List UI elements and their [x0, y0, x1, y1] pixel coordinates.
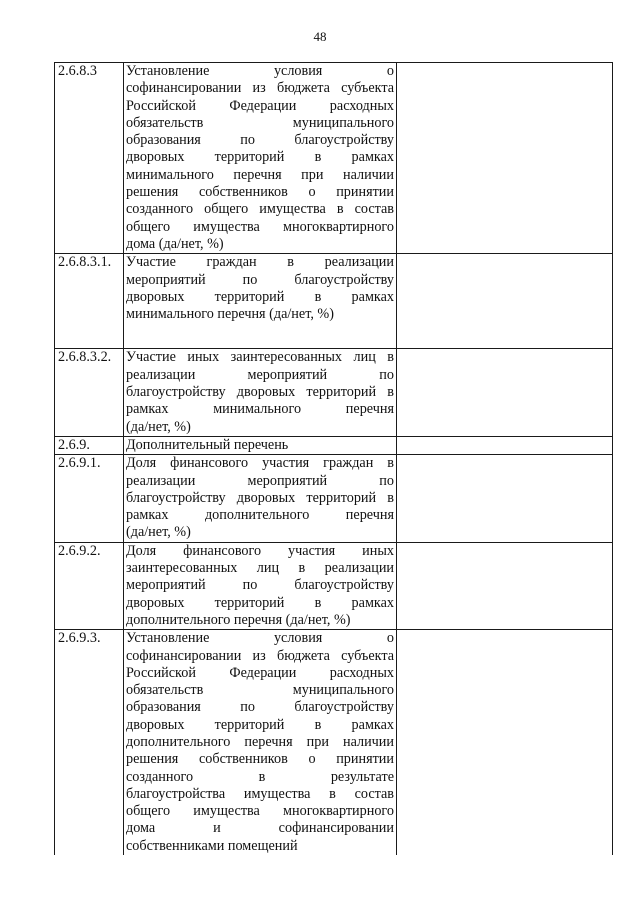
value-cell: [397, 630, 613, 855]
table-row: [55, 254, 613, 349]
description-line: Участие граждан в реализации: [126, 254, 394, 271]
description-line: образования по благоустройству: [126, 699, 394, 716]
value-cell: [397, 63, 613, 254]
item-number: 2.6.8.3.2.: [55, 349, 124, 436]
indicators-table: [54, 62, 613, 855]
description-line: благоустройству дворовых территорий в: [126, 384, 394, 401]
description-line: общего имущества многоквартирного: [126, 218, 394, 235]
description-line: дополнительного перечня при наличии: [126, 733, 394, 750]
description-line: Участие иных заинтересованных лиц в: [126, 349, 394, 366]
description-line: дома (да/нет, %): [126, 235, 224, 252]
table-row: [55, 630, 613, 855]
item-number: 2.6.9.: [55, 436, 124, 454]
description-line: решения собственников о принятии: [126, 184, 394, 201]
item-number: 2.6.9.2.: [55, 542, 124, 629]
value-cell: [397, 349, 613, 436]
description-line: Доля финансового участия граждан в: [126, 455, 394, 472]
description-line: Дополнительный перечень: [126, 436, 289, 453]
description-line: минимального перечня при наличии: [126, 166, 394, 183]
item-description: [124, 349, 397, 436]
description-line: рамках минимального перечня: [126, 401, 394, 418]
item-description: [124, 436, 397, 454]
item-description: [124, 455, 397, 542]
description-line: дворовых территорий в рамках: [126, 149, 394, 166]
description-line: мероприятий по благоустройству: [126, 271, 394, 288]
value-cell: [397, 436, 613, 454]
description-line: дома и софинансировании: [126, 820, 394, 837]
item-number: 2.6.8.3: [55, 63, 124, 254]
description-line: (да/нет, %): [126, 524, 191, 541]
description-line: общего имущества многоквартирного: [126, 803, 394, 820]
description-line: реализации мероприятий по: [126, 472, 394, 489]
description-line: Установление условия о: [126, 630, 394, 647]
description-line: софинансировании из бюджета субъекта: [126, 647, 394, 664]
table-row: [55, 542, 613, 629]
item-description: [124, 254, 397, 349]
description-line: благоустройства имущества в состав: [126, 785, 394, 802]
description-line: обязательств муниципального: [126, 114, 394, 131]
description-line: Доля финансового участия иных: [126, 542, 394, 559]
description-line: решения собственников о принятии: [126, 751, 394, 768]
value-cell: [397, 455, 613, 542]
description-line: Российской Федерации расходных: [126, 664, 394, 681]
description-line: (да/нет, %): [126, 418, 191, 435]
table-row: [55, 436, 613, 454]
description-line: Установление условия о: [126, 63, 394, 79]
description-line: дополнительного перечня (да/нет, %): [126, 611, 351, 628]
table-row: [55, 349, 613, 436]
description-line: реализации мероприятий по: [126, 366, 394, 383]
description-line: благоустройству дворовых территорий в: [126, 489, 394, 506]
description-line: рамках дополнительного перечня: [126, 507, 394, 524]
description-line: дворовых территорий в рамках: [126, 716, 394, 733]
page-number: 48: [313, 29, 327, 44]
value-cell: [397, 542, 613, 629]
description-line: минимального перечня (да/нет, %): [126, 306, 334, 323]
item-description: [124, 542, 397, 629]
description-line: дворовых территорий в рамках: [126, 594, 394, 611]
description-line: созданного в результате: [126, 768, 394, 785]
item-number: 2.6.8.3.1.: [55, 254, 124, 349]
item-description: [124, 630, 397, 855]
description-line: мероприятий по благоустройству: [126, 577, 394, 594]
description-line: дворовых территорий в рамках: [126, 288, 394, 305]
table-row: [55, 455, 613, 542]
description-line: обязательств муниципального: [126, 682, 394, 699]
description-line: софинансировании из бюджета субъекта: [126, 80, 394, 97]
description-line: собственниками помещений: [126, 837, 298, 854]
description-line: Российской Федерации расходных: [126, 97, 394, 114]
item-description: [124, 63, 397, 254]
item-number: 2.6.9.1.: [55, 455, 124, 542]
item-number: 2.6.9.3.: [55, 630, 124, 855]
description-line: образования по благоустройству: [126, 132, 394, 149]
value-cell: [397, 254, 613, 349]
table-row: [55, 63, 613, 254]
description-line: созданного общего имущества в состав: [126, 201, 394, 218]
description-line: заинтересованных лиц в реализации: [126, 560, 394, 577]
